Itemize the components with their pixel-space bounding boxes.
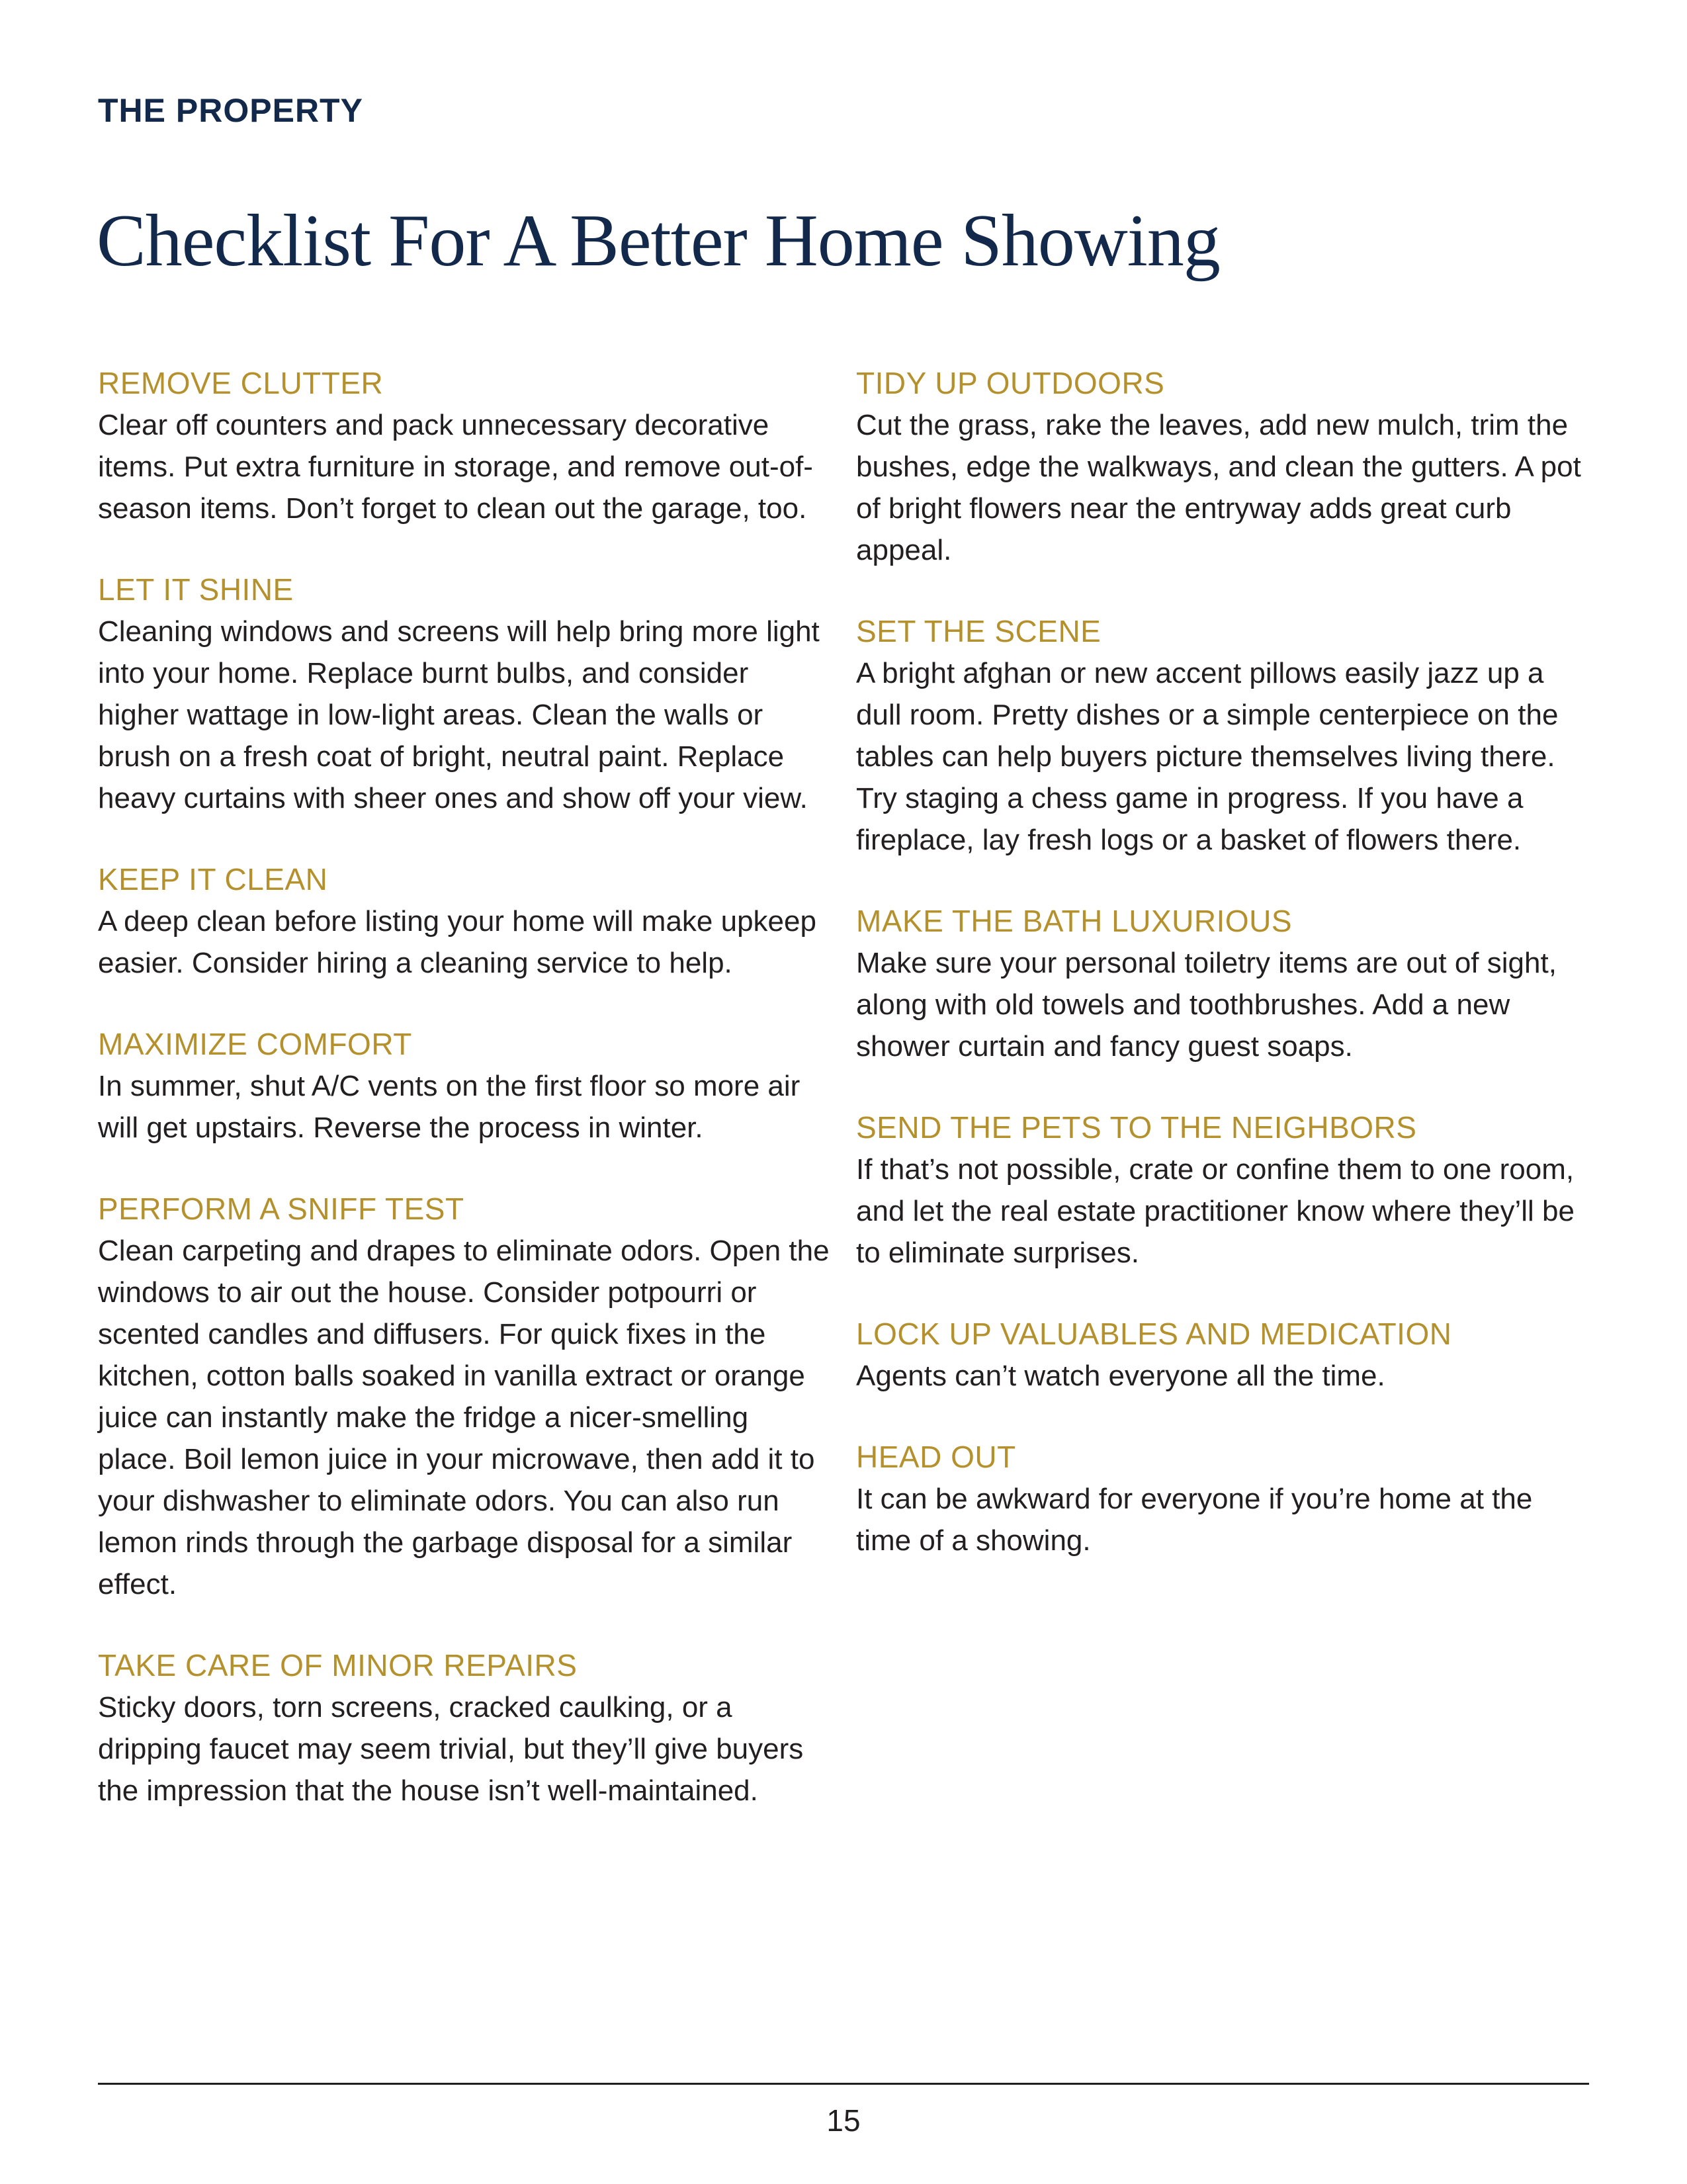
item-body: Cleaning windows and screens will help bring more light into your home. Replace burnt bulbs, and consider higher wattage in low-light areas. Clean the walls or brush on a fresh coat of bright, neutral paint. Replace heavy curtains with sheer ones and show off your view. xyxy=(98,615,820,814)
item-body: Clean carpeting and drapes to eliminate odors. Open the windows to air out the house. Consider potpourri or scented candles and diffusers. For quick fixes in the kitchen, cotton balls soaked in vanilla extract or orange juice can instantly make the fridge a nicer-smelling place. Boil lemon juice in your microwave, then add it to your dishwasher to eliminate odors. You can also run lemon rinds through the garbage disposal for a similar effect. xyxy=(98,1235,830,1600)
section-label: THE PROPERTY xyxy=(98,92,363,129)
checklist-item-head-out xyxy=(856,1436,1590,1561)
checklist-item-set-the-scene xyxy=(856,611,1590,861)
item-heading: MAKE THE BATH LUXURIOUS xyxy=(856,904,1293,938)
item-body: If that’s not possible, crate or confine them to one room, and let the real estate practitioner know where they’ll be to eliminate surprises. xyxy=(856,1153,1575,1269)
item-body: It can be awkward for everyone if you’re home at the time of a showing. xyxy=(856,1483,1533,1557)
item-heading: LOCK UP VALUABLES AND MEDICATION xyxy=(856,1317,1452,1351)
item-body: A bright afghan or new accent pillows easily jazz up a dull room. Pretty dishes or a simple centerpiece on the tables can help buyers picture themselves living there. Try staging a chess game in progress. If you have a fireplace, lay fresh logs or a basket of flowers there. xyxy=(856,657,1559,856)
item-heading: TIDY UP OUTDOORS xyxy=(856,366,1165,400)
item-body: Agents can’t watch everyone all the time. xyxy=(856,1360,1385,1392)
item-heading: REMOVE CLUTTER xyxy=(98,366,384,400)
right-column xyxy=(856,363,1590,1601)
checklist-item-perform-a-sniff-test xyxy=(98,1188,832,1605)
item-body: Cut the grass, rake the leaves, add new mulch, trim the bushes, edge the walkways, and clean the gutters. A pot of bright flowers near the entryway adds great curb appeal. xyxy=(856,409,1581,566)
checklist-item-lock-up-valuables-and-medication xyxy=(856,1313,1590,1397)
item-heading: KEEP IT CLEAN xyxy=(98,862,328,896)
checklist-item-let-it-shine xyxy=(98,569,832,819)
checklist-item-take-care-of-minor-repairs xyxy=(98,1645,832,1812)
checklist-item-maximize-comfort xyxy=(98,1024,832,1149)
item-heading: LET IT SHINE xyxy=(98,572,294,607)
item-body: Make sure your personal toiletry items are out of sight, along with old towels and toothbrushes. Add a new shower curtain and fancy guest soaps. xyxy=(856,947,1557,1063)
footer-divider xyxy=(98,2083,1589,2085)
item-heading: SEND THE PETS TO THE NEIGHBORS xyxy=(856,1110,1417,1145)
left-column xyxy=(98,363,832,1851)
item-body: Clear off counters and pack unnecessary decorative items. Put extra furniture in storage, and remove out-of-season items. Don’t forget to clean out the garage, too. xyxy=(98,409,813,525)
page-title: Checklist For A Better Home Showing xyxy=(97,200,1220,282)
item-body: A deep clean before listing your home will make upkeep easier. Consider hiring a cleaning service to help. xyxy=(98,905,816,979)
checklist-item-remove-clutter xyxy=(98,363,832,529)
checklist-item-make-the-bath-luxurious xyxy=(856,900,1590,1067)
item-heading: HEAD OUT xyxy=(856,1440,1016,1474)
item-heading: TAKE CARE OF MINOR REPAIRS xyxy=(98,1648,578,1682)
item-heading: SET THE SCENE xyxy=(856,614,1102,648)
page-number: 15 xyxy=(826,2103,861,2138)
checklist-item-send-the-pets-to-the-neighbors xyxy=(856,1107,1590,1274)
checklist-item-tidy-up-outdoors xyxy=(856,363,1590,571)
item-heading: PERFORM A SNIFF TEST xyxy=(98,1192,464,1226)
item-body: Sticky doors, torn screens, cracked caulking, or a dripping faucet may seem trivial, but they’ll give buyers the impression that the house isn’t well-maintained. xyxy=(98,1691,804,1807)
checklist-item-keep-it-clean xyxy=(98,859,832,984)
item-heading: MAXIMIZE COMFORT xyxy=(98,1027,412,1061)
item-body: In summer, shut A/C vents on the first floor so more air will get upstairs. Reverse the process in winter. xyxy=(98,1070,800,1144)
